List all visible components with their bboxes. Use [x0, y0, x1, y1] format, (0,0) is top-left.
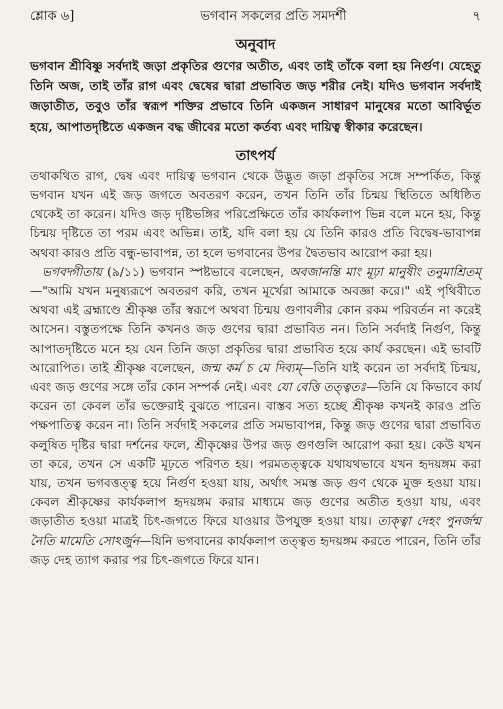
- running-header: [30, 8, 481, 26]
- page-number: ৭: [472, 9, 481, 24]
- sanskrit-quote: অবজানন্তি মাং মূঢ়া মানুষীং তনুমাশ্রিতম্: [289, 264, 481, 279]
- chapter-title: ভগবান সকলের প্রতি সমদর্শী: [200, 9, 347, 24]
- translation-heading: অনুবাদ: [235, 37, 276, 53]
- purport-body: [30, 167, 481, 570]
- purport-paragraph: ভগবদ্গীতায় (৯/১১) ভগবান স্পষ্টভাবে বলেছেন, অবজানন্তি মাং মূঢ়া মানুষীং তনুমাশ্রিতম্—"আমি যখন মনুষ্যরূপে অবতরণ করি, তখন মূর্খেরা আমাকে অবজ্ঞা করে।" এই পৃথিবীতে অথবা এই ব্রহ্মাণ্ডে শ্রীকৃষ্ণ তাঁর স্বরূপে অথবা চিন্ময় গুণাবলীর কোন রকম পরিবর্তন না করেই আসেন। বস্তুতপক্ষে তিনি কখনও জড় গুণের দ্বারা প্রভাবিত নন। তিনি সর্বদাই নির্গুণ, কিন্তু আপাতদৃষ্টিতে মনে হয় যেন তিনি জড়া প্রকৃতির দ্বারা প্রভাবিত হয়ে কার্য করছেন। এই ভাবটি আরোপিত। তাই শ্রীকৃষ্ণ বলেছেন, জন্ম কর্ম চ মে দিব্যম্—তিনি যাই করেন তা সর্বদাই চিন্ময়, এবং জড় গুণের সঙ্গে তাঁর কোন সম্পর্ক নেই। এবং যো বেত্তি তত্ত্বতঃ—তিনি যে কিভাবে কার্য করেন তা কেবল তাঁর ভক্তেরাই বুঝতে পারেন। বাস্তব সত্য হচ্ছে শ্রীকৃষ্ণ কখনই কারও প্রতি পক্ষপাতিত্ব করেন না। তিনি সর্বদাই সকলের প্রতি সমভাবাপন্ন, কিন্তু জড় গুণের দ্বারা প্রভাবিত কলুষিত দৃষ্টির দ্বারা দর্শনের ফলে, শ্রীকৃষ্ণের উপর জড় গুণগুলি আরোপ করা হয়। কেউ যখন তা করে, তখন সে একটি মূঢ়তে পরিণত হয়। পরমতত্ত্বকে যথাযথভাবে যখন হৃদয়ঙ্গম করা যায়, তখন ভগবত্তত্ত্ব হয়ে নির্গুণ হওয়া যায়, অর্থাৎ সমস্ত জড় গুণ থেকে মুক্ত হওয়া যায়। কেবল শ্রীকৃষ্ণের কার্যকলাপ হৃদয়ঙ্গম করার মাধ্যমে জড় গুণের অতীত হওয়া যায়, এবং জড়াতীত হওয়া মাত্রই চিৎ-জগতে ফিরে যাওয়ার উপযুক্ত হওয়া যায়। ত্যক্ত্বা দেহং পুনর্জন্ম নৈতি মামেতি সোঽর্জুন—যিনি ভগবানের কার্যকলাপ তত্ত্বত হৃদয়ঙ্গম করতে পারেন, তিনি তাঁর জড় দেহ ত্যাগ করার পর চিৎ-জগতে ফিরে যান।: [30, 264, 482, 567]
- purport-paragraph: তথাকথিত রাগ, দ্বেষ এবং দায়িত্ব ভগবান থেকে উদ্ভূত জড়া প্রকৃতির সঙ্গে সম্পর্কিত, কিন্তু ভগবান যখন এই জড় জগতে অবতরণ করেন, তখন তিনি তাঁর চিন্ময় স্থিতিতে অধিষ্ঠিত থেকেই তা করেন। যদিও জড় দৃষ্টিভঙ্গির পরিপ্রেক্ষিতে তাঁর কার্যকলাপ ভিন্ন বলে মনে হয়, কিন্তু চিন্ময় দৃষ্টিতে তা পরম এবং অভিন্ন। তাই, যদি বলা হয় যে তিনি কারও প্রতি বিদ্বেষ-ভাবাপন্ন অথবা কারও প্রতি বন্ধু-ভাবাপন্ন, তা হলে ভগবানের উপর দ্বৈতভাব আরোপ করা হয়।: [30, 168, 481, 260]
- sanskrit-quote: জন্ম কর্ম চ মে দিব্যম্: [200, 360, 302, 375]
- sanskrit-quote: ত্যক্ত্বা দেহং পুনর্জন্ম নৈতি মামেতি সোঽর্জুন: [30, 514, 481, 548]
- verse-reference: শ্লোক ৬]: [30, 9, 75, 24]
- scripture-title: ভগবদ্গীতায়: [42, 264, 103, 279]
- sanskrit-quote: যো বেত্তি তত্ত্বতঃ: [276, 380, 367, 395]
- translation-text: ভগবান শ্রীবিষ্ণু সর্বদাই জড়া প্রকৃতির গুণের অতীত, এবং তাই তাঁকে বলা হয় নির্গুণ। যেহেতু তিনি অজ, তাই তাঁর রাগ এবং দ্বেষের দ্বারা প্রভাবিত জড় শরীর নেই। যদিও ভগবান সর্বদাই জড়াতীত, তবুও তাঁর স্বরূপ শক্তির প্রভাবে তিনি একজন সাধারণ মানুষের মতো আবির্ভূত হয়ে, আপাতদৃষ্টিতে একজন বদ্ধ জীবের মতো কর্তব্য এবং দায়িত্ব স্বীকার করেছেন।: [30, 59, 481, 134]
- purport-heading: তাৎপর্য: [235, 147, 276, 164]
